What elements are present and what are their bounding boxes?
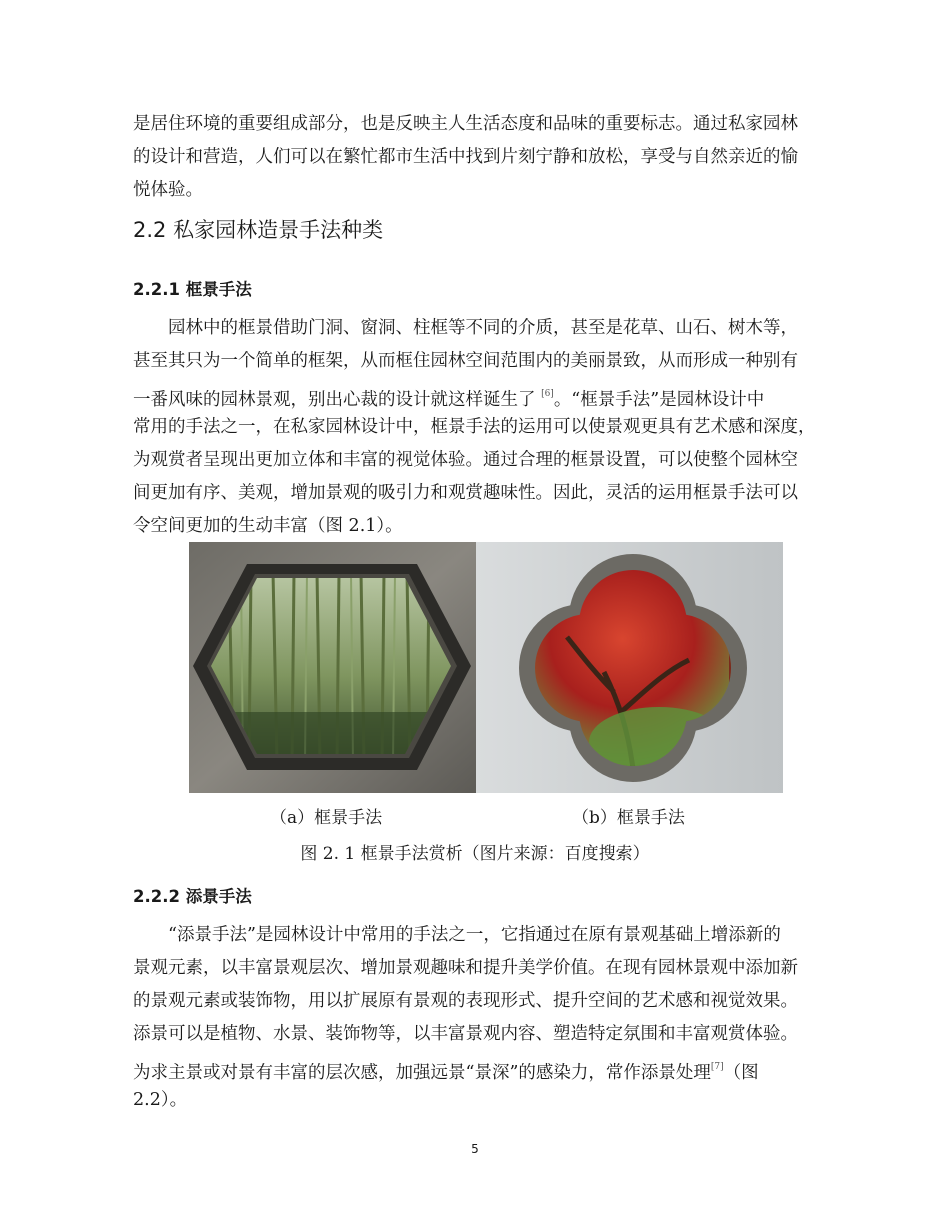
framing-line-5: 为观赏者呈现出更加立体和丰富的视觉体验。通过合理的框景设置，可以使整个园林空 [133,450,798,470]
adding-line-3: 的景观元素或装饰物，用以扩展原有景观的表现形式、提升空间的艺术感和视觉效果。 [133,991,798,1011]
adding-line-4: 添景可以是植物、水景、装饰物等，以丰富景观内容、塑造特定氛围和丰富观赏体验。 [133,1024,798,1044]
intro-paragraph [133,108,853,207]
adding-line-5 [133,1051,853,1084]
figure-caption: 图 2. 1 框景手法赏析（图片来源：百度搜索） [300,844,650,864]
adding-paragraph [133,919,853,1117]
citation-6[interactable]: [6] [541,389,554,399]
subsection-heading-adding: 2.2.2 添景手法 [133,887,252,906]
adding-line-1: “添景手法”是园林设计中常用的手法之一，它指通过在原有景观基础上增添新的 [168,925,781,945]
figure-2-1 [189,542,783,793]
framing-line-2: 甚至其只为一个简单的框架，从而框住园林空间范围内的美丽景致，从而形成一种别有 [133,351,798,371]
caption-a: （a）框景手法 [270,808,383,828]
page-number: 5 [471,1142,479,1156]
intro-line-1: 是居住环境的重要组成部分，也是反映主人生活态度和品味的重要标志。通过私家园林 [133,114,798,134]
subsection-heading-framing: 2.2.1 框景手法 [133,280,252,299]
framing-line-3-text: 一番风味的园林景观，别出心裁的设计就这样诞生了 [133,390,542,410]
image-b-framed-maple [476,542,783,793]
framing-paragraph [133,312,853,543]
citation-7[interactable]: [7] [710,1062,724,1072]
figure-images [189,542,783,793]
framing-line-4: 常用的手法之一，在私家园林设计中，框景手法的运用可以使景观更具有艺术感和深度， [133,417,816,437]
framing-line-6: 间更加有序、美观，增加景观的吸引力和观赏趣味性。因此，灵活的运用框景手法可以 [133,483,798,503]
image-a-framed-bamboo [189,542,476,793]
intro-line-2: 的设计和营造，人们可以在繁忙都市生活中找到片刻宁静和放松，享受与自然亲近的愉 [133,147,798,167]
adding-line-2: 景观元素，以丰富景观层次、增加景观趣味和提升美学价值。在现有园林景观中添加新 [133,958,798,978]
framing-line-1: 园林中的框景借助门洞、窗洞、柱框等不同的介质，甚至是花草、山石、树木等， [168,318,798,338]
intro-line-3: 悦体验。 [133,180,203,200]
framing-line-7: 令空间更加的生动丰富（图 2.1）。 [133,516,403,536]
adding-line-5-tail: （图 [723,1063,759,1083]
adding-line-5-text: 为求主景或对景有丰富的层次感，加强远景“景深”的感染力，常作添景处理 [133,1063,711,1083]
section-heading: 2.2 私家园林造景手法种类 [133,218,384,242]
caption-b: （b）框景手法 [572,808,685,828]
adding-line-6: 2.2）。 [133,1090,188,1110]
framing-line-3-tail: 。“框景手法”是园林设计中 [553,390,765,410]
framing-line-3 [133,378,853,411]
